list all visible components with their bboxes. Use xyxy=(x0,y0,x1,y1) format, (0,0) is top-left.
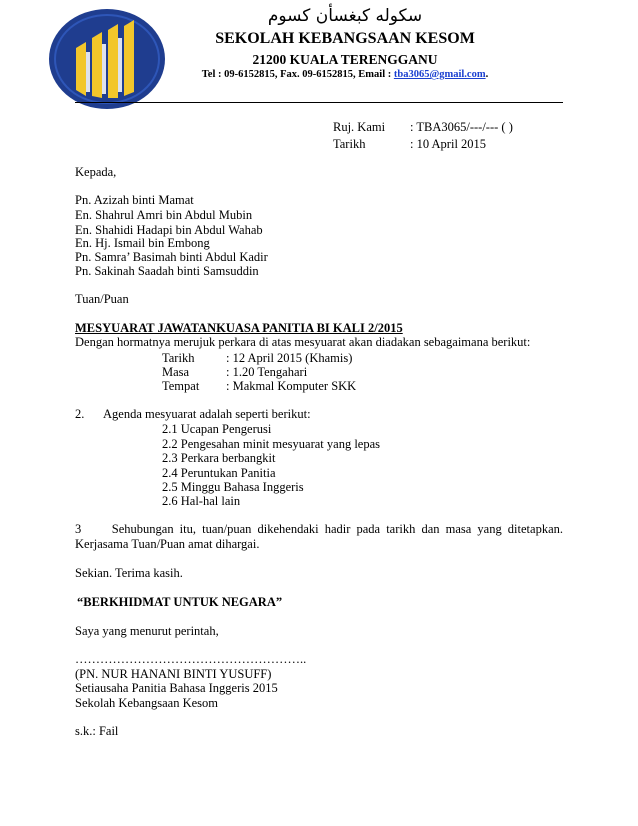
intro-text: Dengan hormatnya merujuk perkara di atas mesyuarat akan diadakan sebagaimana berikut: xyxy=(75,335,531,349)
detail-value: : Makmal Komputer SKK xyxy=(226,379,357,393)
sk-line: s.k.: Fail xyxy=(75,724,119,738)
signer-school: Sekolah Kebangsaan Kesom xyxy=(75,696,219,710)
recipient: En. Hj. Ismail bin Embong xyxy=(75,236,210,250)
detail-value: : 1.20 Tengahari xyxy=(226,365,308,379)
contact-prefix: Tel : 09-6152815, Fax. 09-6152815, Email : xyxy=(201,69,394,80)
contact-suffix: . xyxy=(485,69,489,80)
ruj-value: : TBA3065/---/--- ( ) xyxy=(410,120,513,134)
agenda-item: 2.3 Perkara berbangkit xyxy=(162,451,276,465)
email-link[interactable]: tba3065@gmail.com xyxy=(393,69,486,80)
school-name-jawi: سكوله كبغسأن كسوم xyxy=(267,6,423,26)
contact-line xyxy=(160,69,530,80)
motto: “BERKHIDMAT UNTUK NEGARA” xyxy=(77,595,283,609)
school-name: SEKOLAH KEBANGSAAN KESOM xyxy=(215,30,475,47)
ruj-label: Ruj. Kami xyxy=(333,120,386,134)
signer-title: Setiausaha Panitia Bahasa Inggeris 2015 xyxy=(75,681,278,695)
agenda-item: 2.2 Pengesahan minit mesyuarat yang lepas xyxy=(162,437,380,451)
agenda-item: 2.4 Peruntukan Panitia xyxy=(162,466,276,480)
agenda-item: 2.5 Minggu Bahasa Inggeris xyxy=(162,480,304,494)
detail-label: Masa xyxy=(162,365,190,379)
signature-dots: ……………………………………………….. xyxy=(75,652,307,666)
detail-value: : 12 April 2015 (Khamis) xyxy=(226,351,353,365)
recipient: En. Shahrul Amri bin Abdul Mubin xyxy=(75,208,253,222)
kepada: Kepada, xyxy=(75,165,117,179)
agenda-item: 2.1 Ucapan Pengerusi xyxy=(162,422,272,436)
school-address: 21200 KUALA TERENGGANU xyxy=(252,52,438,67)
recipient: Pn. Azizah binti Mamat xyxy=(75,193,194,207)
recipient: Pn. Sakinah Saadah binti Samsuddin xyxy=(75,264,259,278)
recipient: Pn. Samra’ Basimah binti Abdul Kadir xyxy=(75,250,268,264)
detail-label: Tempat xyxy=(162,379,200,393)
school-logo-icon xyxy=(48,8,166,110)
subject-heading: MESYUARAT JAWATANKUASA PANITIA BI KALI 2/2015 xyxy=(75,321,403,335)
signer-name: (PN. NUR HANANI BINTI YUSUFF) xyxy=(75,667,272,681)
tarikh-label: Tarikh xyxy=(333,137,366,151)
salutation: Tuan/Puan xyxy=(75,292,129,306)
sign-intro: Saya yang menurut perintah, xyxy=(75,624,219,638)
header-divider xyxy=(75,102,563,103)
detail-label: Tarikh xyxy=(162,351,195,365)
agenda-item: 2.6 Hal-hal lain xyxy=(162,494,241,508)
tarikh-value: : 10 April 2015 xyxy=(410,137,487,151)
agenda-intro: Agenda mesyuarat adalah seperti berikut: xyxy=(103,407,311,421)
recipient: En. Shahidi Hadapi bin Abdul Wahab xyxy=(75,223,263,237)
agenda-number: 2. xyxy=(75,407,85,421)
paragraph-3: 3 Sehubungan itu, tuan/puan dikehendaki hadir pada tarikh dan masa yang ditetapkan. Kerjasama Tuan/Puan amat dihargai. xyxy=(75,522,567,551)
closing: Sekian. Terima kasih. xyxy=(75,566,183,580)
